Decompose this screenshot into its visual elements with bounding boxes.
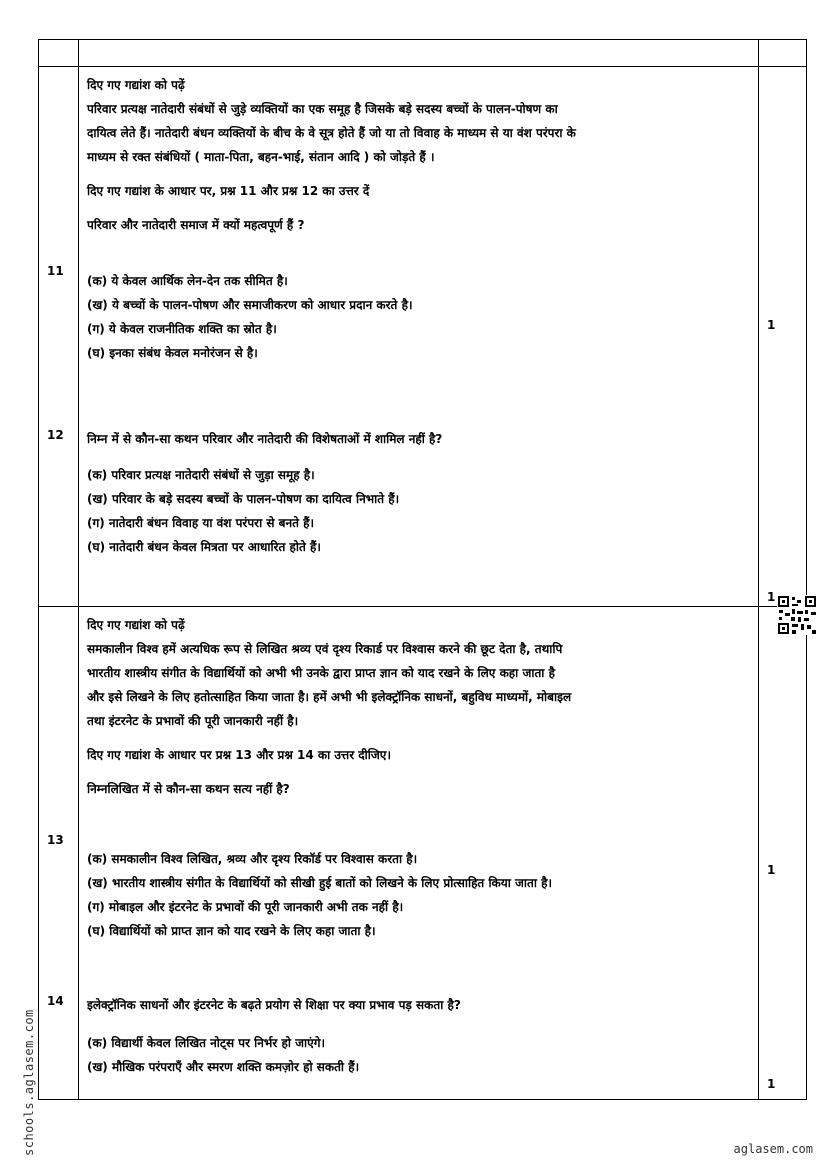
passage-line: समकालीन विश्व हमें अत्यधिक रूप से लिखित श्रव्य एवं दृश्य रिकार्ड पर विश्वास करने की छूट देता है, तथापि [87, 642, 563, 656]
question-13-text: निम्नलिखित में से कौन-सा कथन सत्य नहीं है? [87, 782, 290, 796]
passage-title: दिए गए गद्यांश को पढ़ें [87, 618, 185, 632]
q14-option: (क) विद्यार्थी केवल लिखित नोट्स पर निर्भर हो जाएंगे। [87, 1036, 326, 1050]
q11-option: (घ) इनका संबंध केवल मनोरंजन से है। [87, 346, 258, 360]
passage-line: तथा इंटरनेट के प्रभावों की पूरी जानकारी नहीं है। [87, 714, 299, 728]
q12-option: (ग) नातेदारी बंधन विवाह या वंश परंपरा से बनते हैं। [87, 516, 315, 530]
instruction: दिए गए गद्यांश के आधार पर प्रश्न 13 और प्रश्न 14 का उत्तर दीजिए। [87, 748, 391, 762]
q11-option: (ख) ये बच्चों के पालन-पोषण और समाजीकरण को आधार प्रदान करते है। [87, 298, 413, 312]
header-row [39, 40, 807, 67]
passage-line: दायित्व लेते हैं। नातेदारी बंधन व्यक्तियों के बीच के वे सूत्र होते हैं जो या तो विवाह के माध्यम से या वंश परंपरा के [87, 126, 576, 140]
q13-option: (ख) भारतीय शास्त्रीय संगीत के विद्यार्थियों को सीखी हुई बातों को लिखने के लिए प्रोत्साहित किया जाता है। [87, 876, 553, 890]
question-table [38, 39, 807, 1100]
side-watermark: schools.aglasem.com [22, 1009, 36, 1156]
passage-block-2 [39, 607, 807, 1100]
question-number-12: 12 [47, 428, 64, 442]
footer-watermark: aglasem.com [733, 1142, 813, 1156]
block2-content [79, 607, 758, 1079]
marks-13: 1 [767, 863, 776, 877]
question-number-14: 14 [47, 994, 64, 1008]
marks-12: 1 [767, 590, 776, 604]
block1-content [79, 67, 758, 559]
question-14-text: इलेक्ट्रॉनिक साधनों और इंटरनेट के बढ़ते प्रयोग से शिक्षा पर क्या प्रभाव पड़ सकता है? [87, 998, 461, 1012]
q13-option: (ग) मोबाइल और इंटरनेट के प्रभावों की पूरी जानकारी अभी तक नहीं है। [87, 900, 404, 914]
marks-14: 1 [767, 1077, 776, 1091]
q12-option: (ख) परिवार के बड़े सदस्य बच्चों के पालन-पोषण का दायित्व निभाते हैं। [87, 492, 400, 506]
passage-line: परिवार प्रत्यक्ष नातेदारी संबंधों से जुड़े व्यक्तियों का एक समूह है जिसके बड़े सदस्य बच्चों के पालन-पोषण का [87, 102, 558, 116]
q12-option: (क) परिवार प्रत्यक्ष नातेदारी संबंधों से जुड़ा समूह है। [87, 468, 315, 482]
question-11-text: परिवार और नातेदारी समाज में क्यों महत्वपूर्ण हैं ? [87, 218, 305, 232]
marks-11: 1 [767, 318, 776, 332]
q14-option: (ख) मौखिक परंपराएँ और स्मरण शक्ति कमज़ोर हो सकती हैं। [87, 1060, 360, 1074]
q11-option: (क) ये केवल आर्थिक लेन-देन तक सीमित है। [87, 274, 288, 288]
q11-option: (ग) ये केवल राजनीतिक शक्ति का स्रोत है। [87, 322, 277, 336]
instruction: दिए गए गद्यांश के आधार पर, प्रश्न 11 और प्रश्न 12 का उत्तर दें [87, 184, 370, 198]
passage-line: माध्यम से रक्त संबंधियों ( माता-पिता, बहन-भाई, संतान आदि ) को जोड़ते हैं । [87, 150, 435, 164]
q12-option: (घ) नातेदारी बंधन केवल मित्रता पर आधारित होते हैं। [87, 540, 321, 554]
passage-title: दिए गए गद्यांश को पढ़ें [87, 78, 185, 92]
q13-option: (घ) विद्यार्थियों को प्राप्त ज्ञान को याद रखने के लिए कहा जाता है। [87, 924, 376, 938]
passage-line: और इसे लिखने के लिए हतोत्साहित किया जाता है। हमें अभी भी इलेक्ट्रॉनिक साधनों, बहुविध माध्यमों, मोबाइल [87, 690, 572, 704]
question-number-11: 11 [47, 264, 64, 278]
question-12-text: निम्न में से कौन-सा कथन परिवार और नातेदारी की विशेषताओं में शामिल नहीं है? [87, 432, 443, 446]
passage-line: भारतीय शास्त्रीय संगीत के विद्यार्थियों को अभी भी उनके द्वारा प्राप्त ज्ञान को याद रखने के लिए कहा जाता है [87, 666, 555, 680]
q13-option: (क) समकालीन विश्व लिखित, श्रव्य और दृश्य रिकॉर्ड पर विश्वास करता है। [87, 852, 418, 866]
question-number-13: 13 [47, 833, 64, 847]
passage-block-1 [39, 67, 807, 607]
